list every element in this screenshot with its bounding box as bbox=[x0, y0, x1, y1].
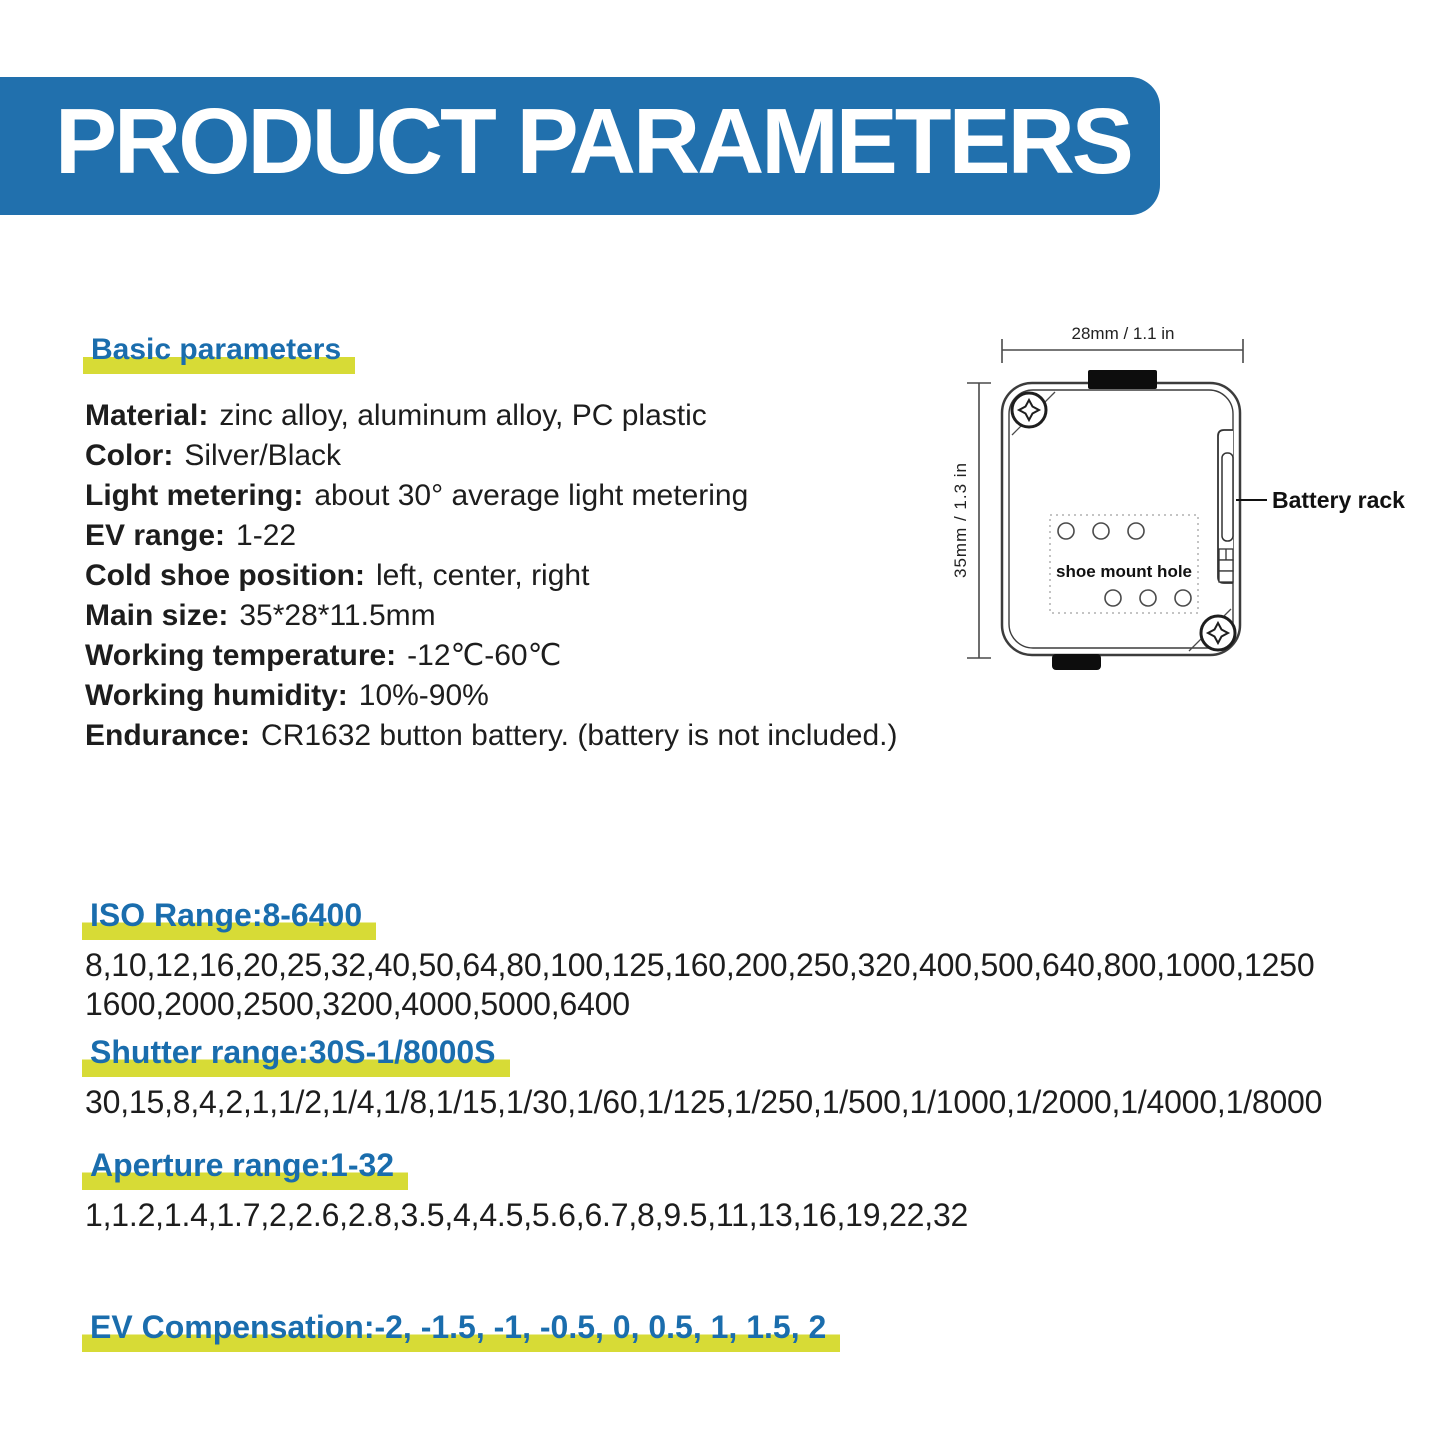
basic-parameters-heading: Basic parameters bbox=[83, 332, 355, 374]
spec-endurance bbox=[85, 716, 898, 756]
spec-value: -12℃-60℃ bbox=[407, 639, 562, 672]
spec-label: Material: bbox=[85, 399, 209, 432]
spec-value: about 30° average light metering bbox=[314, 479, 749, 512]
shutter-range-heading: Shutter range:30S-1/8000S bbox=[82, 1033, 510, 1077]
spec-value: left, center, right bbox=[375, 559, 590, 592]
device-diagram bbox=[940, 300, 1440, 700]
height-dimension-label: 35mm / 1.3 in bbox=[951, 462, 970, 578]
spec-value: Silver/Black bbox=[184, 439, 342, 472]
spec-ev-range bbox=[85, 516, 898, 556]
spec-color bbox=[85, 436, 898, 476]
bottom-mount-tab bbox=[1052, 654, 1101, 670]
shoe-mount-label: shoe mount hole bbox=[1056, 562, 1192, 581]
screw-top-left bbox=[1012, 393, 1046, 427]
spec-label: Endurance: bbox=[85, 719, 251, 752]
spec-value: 1-22 bbox=[236, 519, 297, 552]
spec-value: zinc alloy, aluminum alloy, PC plastic bbox=[219, 399, 707, 432]
width-dimension-label: 28mm / 1.1 in bbox=[1071, 324, 1175, 343]
screw-bottom-right bbox=[1201, 616, 1235, 650]
spec-label: Working temperature: bbox=[85, 639, 397, 672]
spec-value: CR1632 button battery. (battery is not included.) bbox=[261, 719, 898, 752]
basic-parameters-list bbox=[85, 396, 898, 756]
spec-label: Color: bbox=[85, 439, 174, 472]
aperture-range-values: 1,1.2,1.4,1.7,2,2.6,2.8,3.5,4,4.5,5.6,6.7,8,9.5,11,13,16,19,22,32 bbox=[85, 1197, 969, 1233]
spec-label: Main size: bbox=[85, 599, 229, 632]
spec-label: Cold shoe position: bbox=[85, 559, 365, 592]
title-banner bbox=[0, 77, 1160, 215]
spec-working-humidity bbox=[85, 676, 898, 716]
spec-label: Light metering: bbox=[85, 479, 304, 512]
spec-label: EV range: bbox=[85, 519, 226, 552]
shutter-range-values: 30,15,8,4,2,1,1/2,1/4,1/8,1/15,1/30,1/60,1/125,1/250,1/500,1/1000,1/2000,1/4000,1/8000 bbox=[85, 1084, 1323, 1120]
spec-light-metering bbox=[85, 476, 898, 516]
battery-rack-label: Battery rack bbox=[1272, 487, 1405, 513]
ev-compensation-heading: EV Compensation:-2, -1.5, -1, -0.5, 0, 0.5, 1, 1.5, 2 bbox=[82, 1308, 840, 1352]
spec-cold-shoe-position bbox=[85, 556, 898, 596]
battery-rack bbox=[1218, 430, 1233, 583]
aperture-range-heading: Aperture range:1-32 bbox=[82, 1146, 408, 1190]
iso-values-line1: 8,10,12,16,20,25,32,40,50,64,80,100,125,160,200,250,320,400,500,640,800,1000,1250 bbox=[85, 947, 1315, 983]
top-mount-tab bbox=[1088, 370, 1157, 389]
spec-value: 35*28*11.5mm bbox=[239, 599, 436, 632]
spec-main-size bbox=[85, 596, 898, 636]
spec-value: 10%-90% bbox=[358, 679, 489, 712]
spec-working-temperature bbox=[85, 636, 898, 676]
iso-range-values bbox=[85, 946, 1314, 1024]
page-title: PRODUCT PARAMETERS bbox=[55, 89, 1131, 194]
spec-label: Working humidity: bbox=[85, 679, 348, 712]
iso-range-heading: ISO Range:8-6400 bbox=[82, 896, 376, 940]
spec-material bbox=[85, 396, 898, 436]
iso-values-line2: 1600,2000,2500,3200,4000,5000,6400 bbox=[85, 986, 630, 1022]
